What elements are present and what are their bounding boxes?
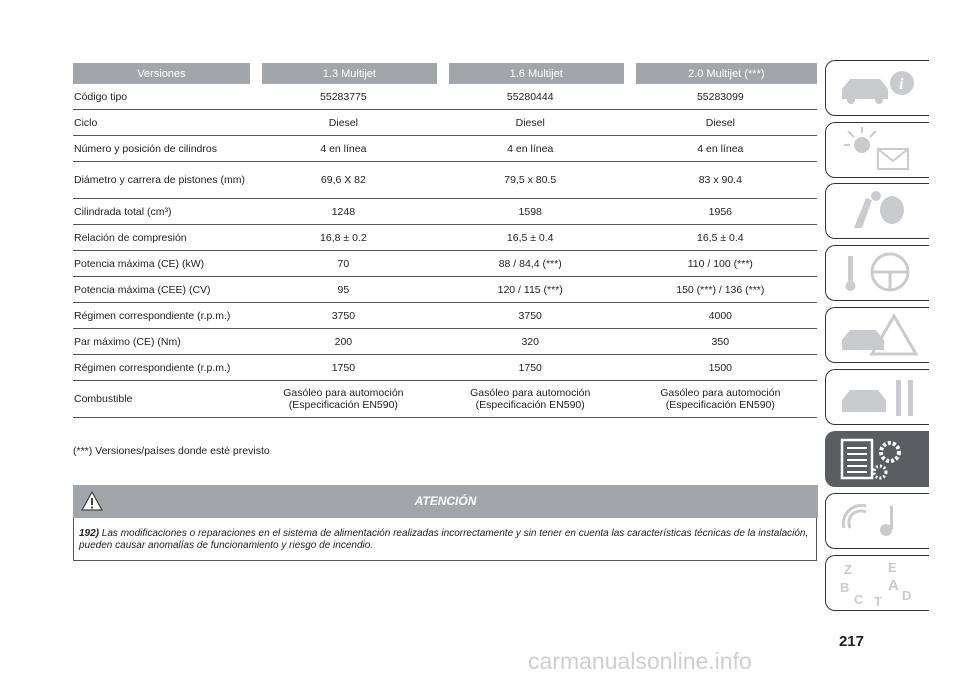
index-letter-a: A — [888, 577, 899, 594]
header-2-0-multijet: 2.0 Multijet (***) — [624, 63, 817, 84]
row-label: Par máximo (CE) (Nm) — [73, 329, 250, 355]
row-value: 110 / 100 (***) — [624, 251, 817, 277]
row-value: 70 — [250, 251, 437, 277]
index-letter-t: T — [874, 594, 882, 606]
side-tab-maintenance[interactable] — [825, 369, 929, 425]
table-row — [73, 110, 817, 136]
page-number: 217 — [838, 633, 864, 650]
index-letter-c: C — [854, 592, 864, 606]
row-value: Gasóleo para automoción (Especificación EN590) — [624, 381, 817, 418]
row-value: Gasóleo para automoción (Especificación EN590) — [250, 381, 437, 418]
row-value: 95 — [250, 277, 437, 303]
row-value: 1750 — [437, 355, 624, 381]
watermark: carmanualsonline.info — [528, 648, 752, 674]
row-label: Potencia máxima (CE) (kW) — [73, 251, 250, 277]
index-letter-e: E — [888, 560, 897, 575]
row-value: 1500 — [624, 355, 817, 381]
row-value: 350 — [624, 329, 817, 355]
row-value: 150 (***) / 136 (***) — [624, 277, 817, 303]
row-value: 320 — [437, 329, 624, 355]
table-row — [73, 329, 817, 355]
row-label: Número y posición de cilindros — [73, 136, 250, 162]
row-value: 1598 — [437, 199, 624, 225]
row-label: Potencia máxima (CEE) (CV) — [73, 277, 250, 303]
side-tab-lights[interactable] — [825, 122, 929, 178]
table-row — [73, 251, 817, 277]
side-tab-technical-data[interactable] — [825, 431, 929, 487]
svg-text:i: i — [899, 76, 904, 93]
row-label: Diámetro y carrera de pistones (mm) — [73, 162, 250, 199]
row-value: 1248 — [250, 199, 437, 225]
warning-title: ATENCIÓN — [414, 494, 477, 508]
index-letter-b: B — [840, 580, 850, 595]
row-label: Combustible — [73, 381, 250, 418]
steering-wheel-icon — [836, 250, 922, 296]
side-tab-car-info[interactable] — [825, 60, 929, 116]
multimedia-icon — [836, 498, 922, 544]
header-versions: Versiones — [73, 63, 250, 84]
warning-box — [73, 485, 817, 561]
table-row — [73, 303, 817, 329]
table-row — [73, 225, 817, 251]
side-tab-starting[interactable] — [825, 245, 929, 301]
row-value: 4 en línea — [437, 136, 624, 162]
header-1-6-multijet: 1.6 Multijet — [437, 63, 624, 84]
table-body — [73, 84, 817, 418]
row-value: 3750 — [437, 303, 624, 329]
row-value: 55283775 — [250, 84, 437, 110]
lights-messages-icon — [836, 127, 922, 173]
row-label: Régimen correspondiente (r.p.m.) — [73, 303, 250, 329]
table-row — [73, 381, 817, 418]
row-value: 4 en línea — [624, 136, 817, 162]
row-value: 1750 — [250, 355, 437, 381]
car-info-icon — [836, 65, 922, 111]
row-value: 4 en línea — [250, 136, 437, 162]
index-letter-z: Z — [844, 562, 852, 577]
emergency-icon — [836, 312, 922, 358]
warning-number: 192) — [79, 528, 100, 539]
footnote: (***) Versiones/países donde esté previsto — [73, 445, 270, 457]
row-value: 16,8 ± 0.2 — [250, 225, 437, 251]
row-value: 83 x 90.4 — [624, 162, 817, 199]
table-row — [73, 136, 817, 162]
row-value: 200 — [250, 329, 437, 355]
row-label: Régimen correspondiente (r.p.m.) — [73, 355, 250, 381]
side-tab-safety[interactable] — [825, 183, 929, 239]
row-label: Código tipo — [73, 84, 250, 110]
row-value: 88 / 84,4 (***) — [437, 251, 624, 277]
row-value: 1956 — [624, 199, 817, 225]
row-label: Ciclo — [73, 110, 250, 136]
airbag-safety-icon — [836, 188, 922, 234]
warning-triangle-icon — [81, 491, 103, 511]
index-icon — [836, 560, 922, 606]
specs-table — [73, 63, 817, 418]
table-row — [73, 162, 817, 199]
warning-text: Las modificaciones o reparaciones en el sistema de alimentación realizadas incorrectamente y sin tener en cuenta las características técnicas de la instalación, pueden causar anomalías de funcionamiento y riesgo de incendio. — [79, 528, 809, 551]
row-label: Relación de compresión — [73, 225, 250, 251]
row-label: Cilindrada total (cm³) — [73, 199, 250, 225]
index-letter-d: D — [902, 588, 912, 603]
table-row — [73, 84, 817, 110]
side-tab-emergency[interactable] — [825, 307, 929, 363]
row-value: Diesel — [250, 110, 437, 136]
row-value: Diesel — [624, 110, 817, 136]
row-value: 120 / 115 (***) — [437, 277, 624, 303]
row-value: Gasóleo para automoción (Especificación EN590) — [437, 381, 624, 418]
table-row — [73, 199, 817, 225]
row-value: 79,5 x 80.5 — [437, 162, 624, 199]
header-1-3-multijet: 1.3 Multijet — [250, 63, 437, 84]
row-value: 3750 — [250, 303, 437, 329]
row-value: 55280444 — [437, 84, 624, 110]
technical-data-icon — [836, 436, 922, 482]
row-value: 69,6 X 82 — [250, 162, 437, 199]
table-row — [73, 277, 817, 303]
maintenance-icon — [836, 374, 922, 420]
row-value: 55283099 — [624, 84, 817, 110]
row-value: Diesel — [437, 110, 624, 136]
warning-body — [79, 528, 809, 552]
side-tab-multimedia[interactable] — [825, 493, 929, 549]
row-value: 16,5 ± 0.4 — [624, 225, 817, 251]
table-header-row — [73, 63, 817, 84]
table-row — [73, 355, 817, 381]
warning-header — [73, 485, 818, 518]
side-tab-index[interactable] — [825, 555, 929, 611]
row-value: 4000 — [624, 303, 817, 329]
row-value: 16,5 ± 0.4 — [437, 225, 624, 251]
